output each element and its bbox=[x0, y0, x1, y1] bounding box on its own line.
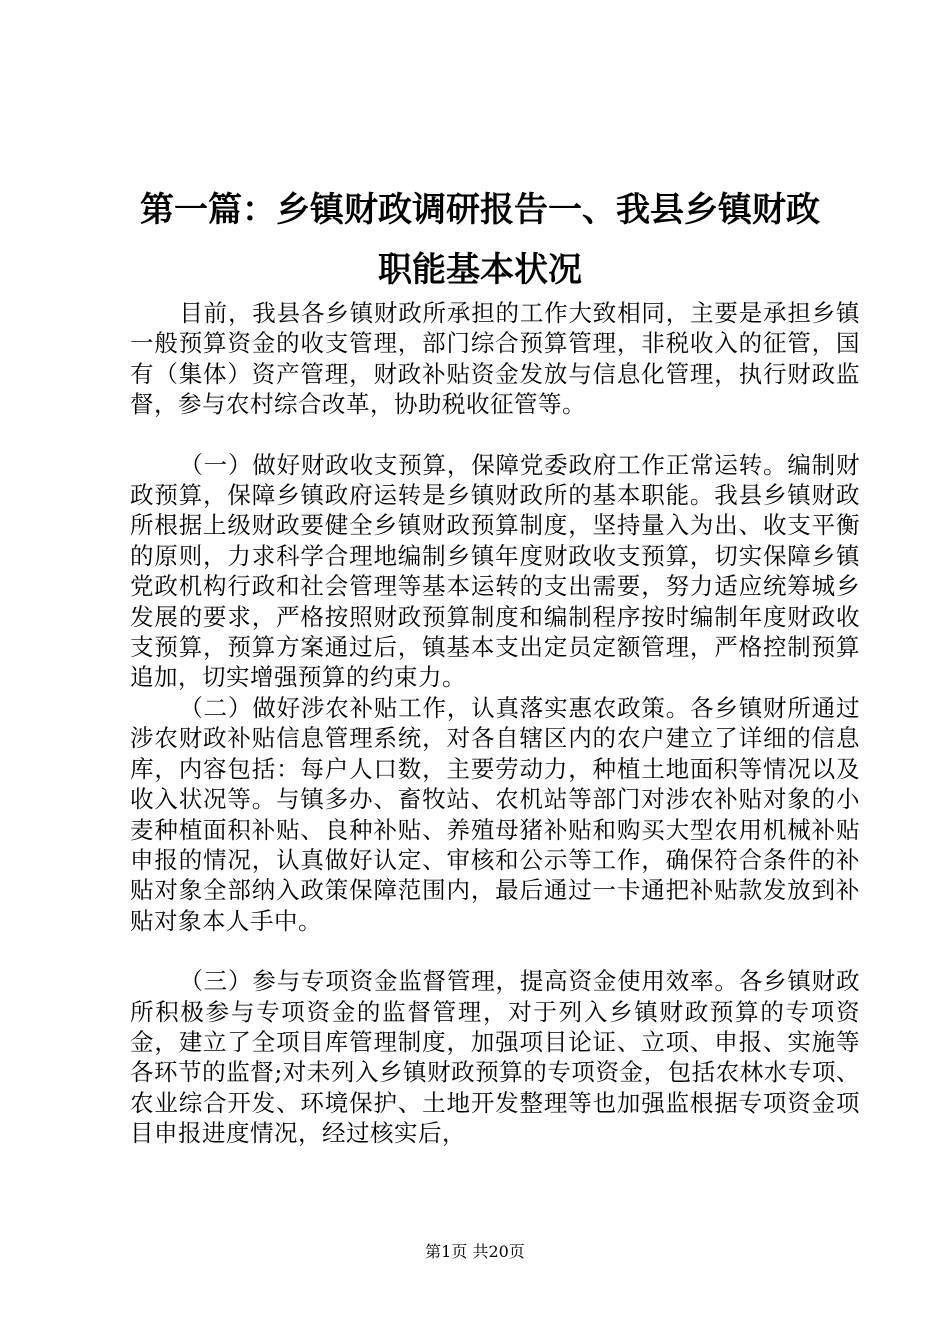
document-title-line-2: 职能基本状况 bbox=[378, 250, 582, 290]
paragraph-section-3: （三）参与专项资金监督管理，提高资金使用效率。各乡镇财政所积极参与专项资金的监督管理，对于列入乡镇财政预算的专项资金，建立了全项目库管理制度，加强项目论证、立项、申报、实施等各环节的监督;对未列入乡镇财政预算的专项资金，包括农林水专项、农业综合开发、环境保护、土地开发整理等也加强监根据专项资金项目申报进度情况，经过核实后， bbox=[130, 967, 860, 1148]
paragraph-intro: 目前，我县各乡镇财政所承担的工作大致相同，主要是承担乡镇一般预算资金的收支管理，部门综合预算管理，非税收入的征管，国有（集体）资产管理，财政补贴资金发放与信息化管理，执行财政监督，参与农村综合改革，协助税收征管等。 bbox=[130, 299, 860, 419]
document-body bbox=[130, 298, 860, 1149]
paragraph-section-1: （一）做好财政收支预算，保障党委政府工作正常运转。编制财政预算，保障乡镇政府运转是乡镇财政所的基本职能。我县乡镇财政所根据上级财政要健全乡镇财政预算制度，坚持量入为出、收支平衡的原则，力求科学合理地编制乡镇年度财政收支预算，切实保障乡镇党政机构行政和社会管理等基本运转的支出需要，努力适应统筹城乡发展的要求，严格按照财政预算制度和编制程序按时编制年度财政收支预算，预算方案通过后，镇基本支出定员定额管理，严格控制预算追加，切实增强预算的约束力。 bbox=[130, 450, 860, 692]
document-title-line-1: 第一篇：乡镇财政调研报告一、我县乡镇财政 bbox=[140, 190, 820, 230]
paragraph-section-2: （二）做好涉农补贴工作，认真落实惠农政策。各乡镇财所通过涉农财政补贴信息管理系统，对各自辖区内的农户建立了详细的信息库，内容包括：每户人口数，主要劳动力，种植土地面积等情况以及收入状况等。与镇多办、畜牧站、农机站等部门对涉农补贴对象的小麦种植面积补贴、良种补贴、养殖母猪补贴和购买大型农用机械补贴申报的情况，认真做好认定、审核和公示等工作，确保符合条件的补贴对象全部纳入政策保障范围内，最后通过一卡通把补贴款发放到补贴对象本人手中。 bbox=[130, 693, 860, 935]
page-number-footer: 第1页 共20页 bbox=[425, 1242, 525, 1261]
